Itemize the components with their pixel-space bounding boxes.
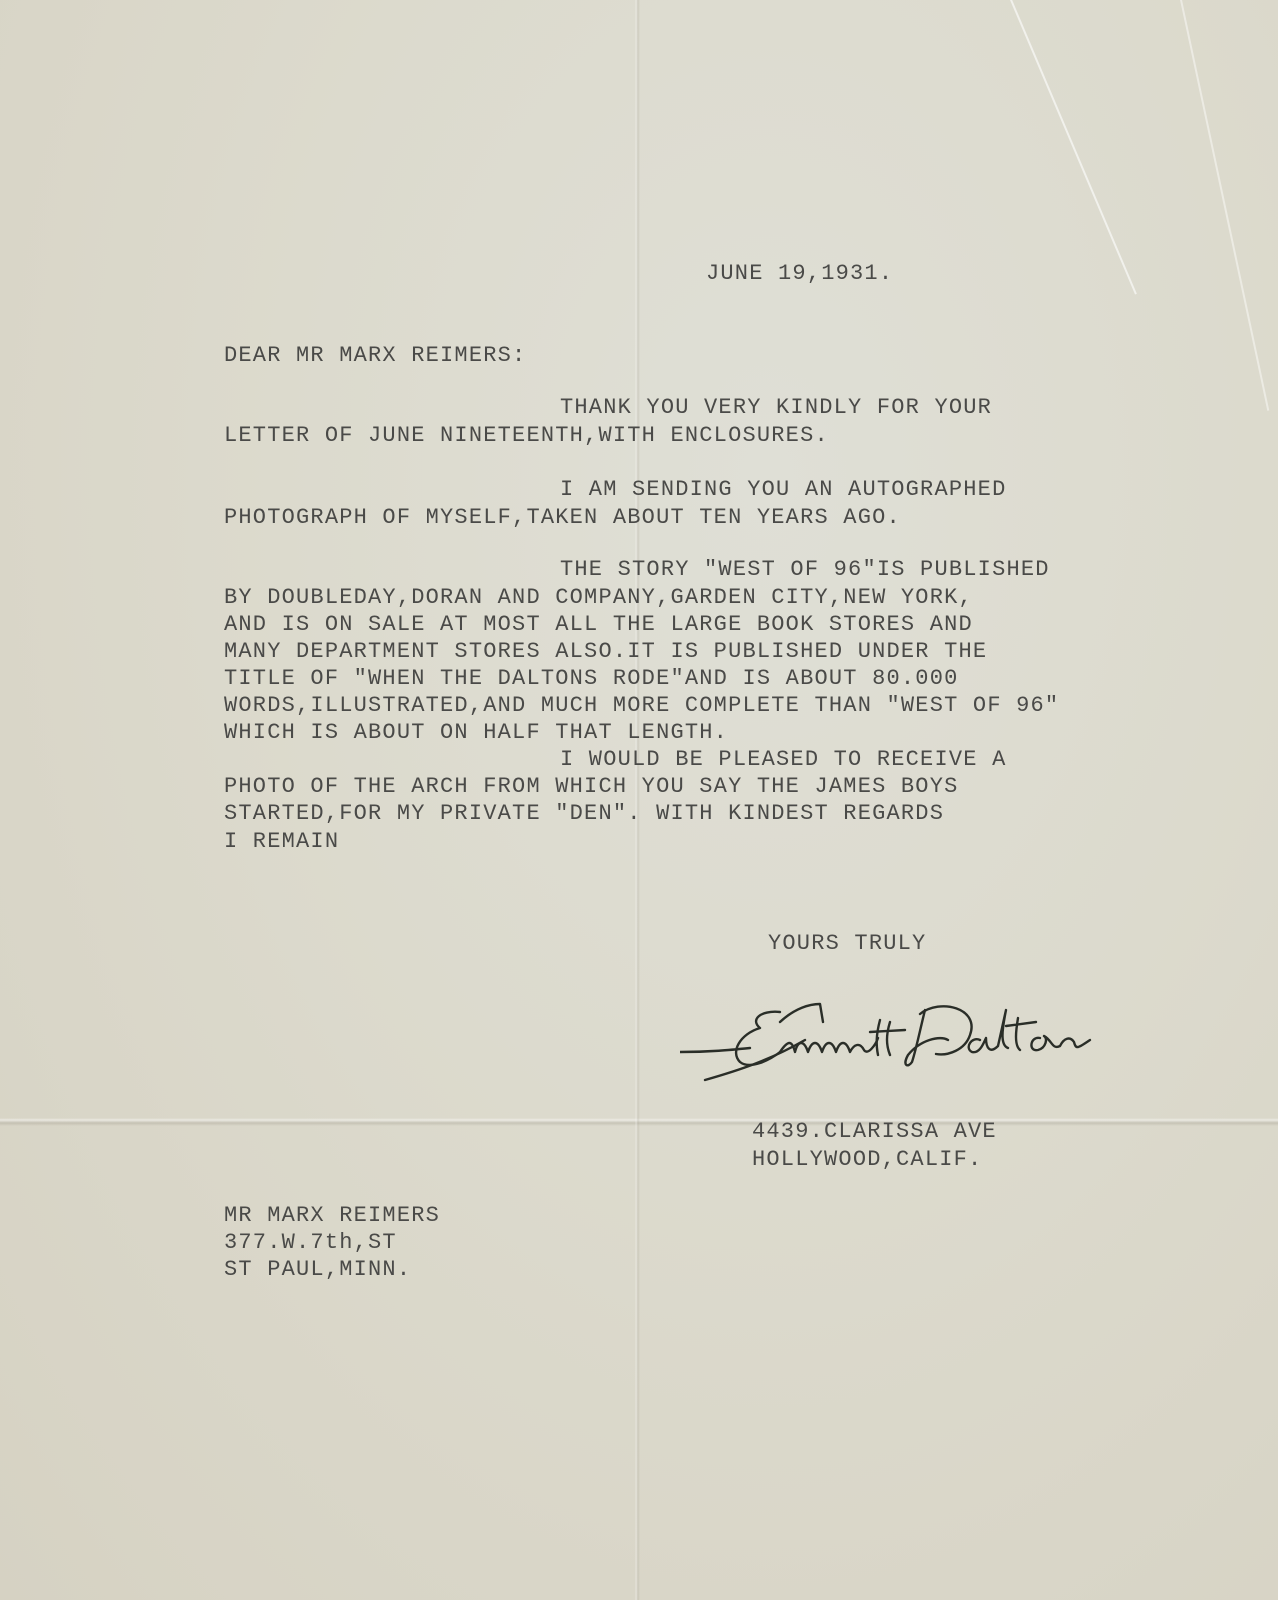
recipient-address-line: MR MARX REIMERS <box>224 1203 441 1228</box>
body-line: I AM SENDING YOU AN AUTOGRAPHED <box>560 477 1007 502</box>
body-line: BY DOUBLEDAY,DORAN AND COMPANY,GARDEN CITY,NEW YORK, <box>224 585 973 610</box>
body-line: STARTED,FOR MY PRIVATE "DEN". WITH KINDEST REGARDS <box>224 801 945 826</box>
recipient-address-line: 377.W.7th,ST <box>224 1230 397 1255</box>
body-line: THANK YOU VERY KINDLY FOR YOUR <box>560 395 993 420</box>
body-line: PHOTOGRAPH OF MYSELF,TAKEN ABOUT TEN YEARS AGO. <box>224 505 901 530</box>
body-line: PHOTO OF THE ARCH FROM WHICH YOU SAY THE JAMES BOYS <box>224 774 959 799</box>
salutation: DEAR MR MARX REIMERS: <box>224 343 527 368</box>
body-line: AND IS ON SALE AT MOST ALL THE LARGE BOOK STORES AND <box>224 612 973 637</box>
signature <box>680 1000 1120 1100</box>
body-line: I WOULD BE PLEASED TO RECEIVE A <box>560 747 1007 772</box>
body-line: WHICH IS ABOUT ON HALF THAT LENGTH. <box>224 720 729 745</box>
sender-address-line: 4439.CLARISSA AVE <box>752 1119 997 1144</box>
letter-date: JUNE 19,1931. <box>706 261 894 286</box>
body-line: LETTER OF JUNE NINETEENTH,WITH ENCLOSURES. <box>224 423 829 448</box>
paper-crease <box>1010 0 1137 295</box>
closing: YOURS TRULY <box>768 931 927 956</box>
paper-crease <box>1180 0 1269 411</box>
recipient-address-line: ST PAUL,MINN. <box>224 1257 412 1282</box>
body-line: MANY DEPARTMENT STORES ALSO.IT IS PUBLISHED UNDER THE <box>224 639 988 664</box>
body-line: TITLE OF "WHEN THE DALTONS RODE"AND IS ABOUT 80.000 <box>224 666 959 691</box>
body-line: THE STORY "WEST OF 96"IS PUBLISHED <box>560 557 1050 582</box>
body-line: WORDS,ILLUSTRATED,AND MUCH MORE COMPLETE THAN "WEST OF 96" <box>224 693 1060 718</box>
sender-address-line: HOLLYWOOD,CALIF. <box>752 1147 983 1172</box>
body-line: I REMAIN <box>224 829 340 854</box>
